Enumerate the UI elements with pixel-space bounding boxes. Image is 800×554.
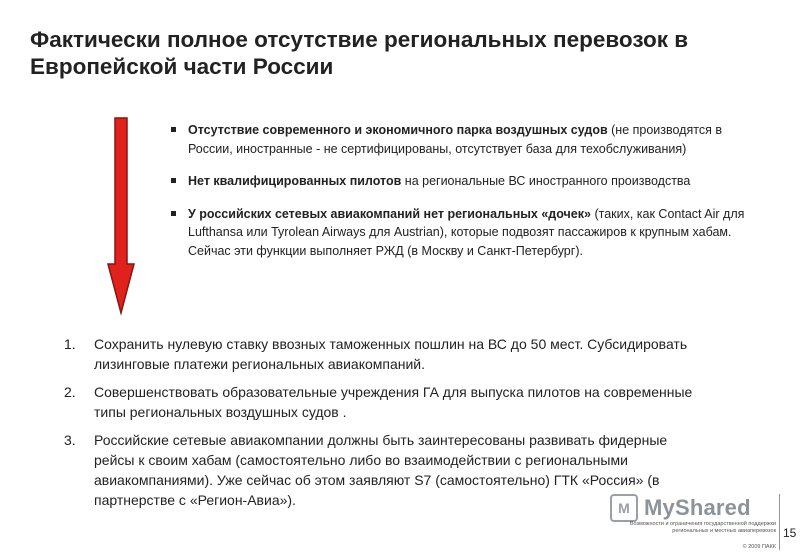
problem-item bbox=[171, 205, 751, 261]
page-divider bbox=[779, 494, 780, 550]
bullet-square-icon bbox=[171, 178, 176, 183]
copyright: © 2009 ПАКК bbox=[742, 544, 776, 550]
problem-item bbox=[171, 172, 751, 191]
action-text: Российские сетевые авиакомпании должны быть заинтересованы развивать фидерные рейсы к своим хабам (самостоятельно либо во взаимодействии с региональными авиакомпаниями). Уже сейчас об этом заявляют S7 (самостоятельно) ГТК «Россия» (в партнерстве с «Регион-Авиа»). bbox=[94, 432, 668, 508]
down-arrow-icon bbox=[106, 116, 136, 316]
myshared-logo-icon: M bbox=[610, 494, 638, 522]
problem-heading: Отсутствие современного и экономичного парка воздушных судов bbox=[188, 123, 608, 137]
problem-detail: (не производятся в России, иностранные - не сертифицированы, отсутствует база для техобслуживания) bbox=[188, 123, 722, 156]
watermark-text: MyShared bbox=[644, 495, 751, 520]
problem-heading: У российских сетевых авиакомпаний нет региональных «дочек» bbox=[188, 206, 591, 221]
action-item bbox=[64, 430, 704, 510]
bullet-square-icon bbox=[171, 127, 176, 132]
action-number: 3. bbox=[64, 432, 76, 448]
action-number: 1. bbox=[64, 336, 76, 352]
page-number: 15 bbox=[783, 526, 797, 540]
problem-detail: на региональные ВС иностранного производства bbox=[401, 174, 691, 188]
problem-item bbox=[171, 121, 751, 158]
problem-list bbox=[171, 121, 751, 274]
action-text: Совершенствовать образовательные учреждения ГА для выпуска пилотов на современные типы региональных воздушных судов . bbox=[94, 384, 693, 420]
action-text: Сохранить нулевую ставку ввозных таможенных пошлин на ВС до 50 мест. Субсидировать лизинговые платежи региональных авиакомпаний. bbox=[94, 336, 688, 372]
footer-note: Возможности и ограничения государственной поддержки региональных и местных авиаперевозок bbox=[629, 521, 776, 534]
page-title: Фактически полное отсутствие региональных перевозок в Европейской части России bbox=[30, 27, 689, 79]
action-number: 2. bbox=[64, 384, 76, 400]
action-item bbox=[64, 334, 704, 374]
problem-detail: (таких, как Contact Air для Lufthansa или Tyrolean Airways для Austrian), которые подвозят пассажиров к крупным хабам. Сейчас эти функции выполняет РЖД (в Москву и Санкт-Петербург). bbox=[188, 206, 745, 258]
bullet-square-icon bbox=[171, 211, 176, 216]
watermark bbox=[610, 494, 751, 522]
action-item bbox=[64, 382, 704, 422]
problem-heading: Нет квалифицированных пилотов bbox=[188, 174, 402, 188]
action-list bbox=[64, 334, 704, 518]
